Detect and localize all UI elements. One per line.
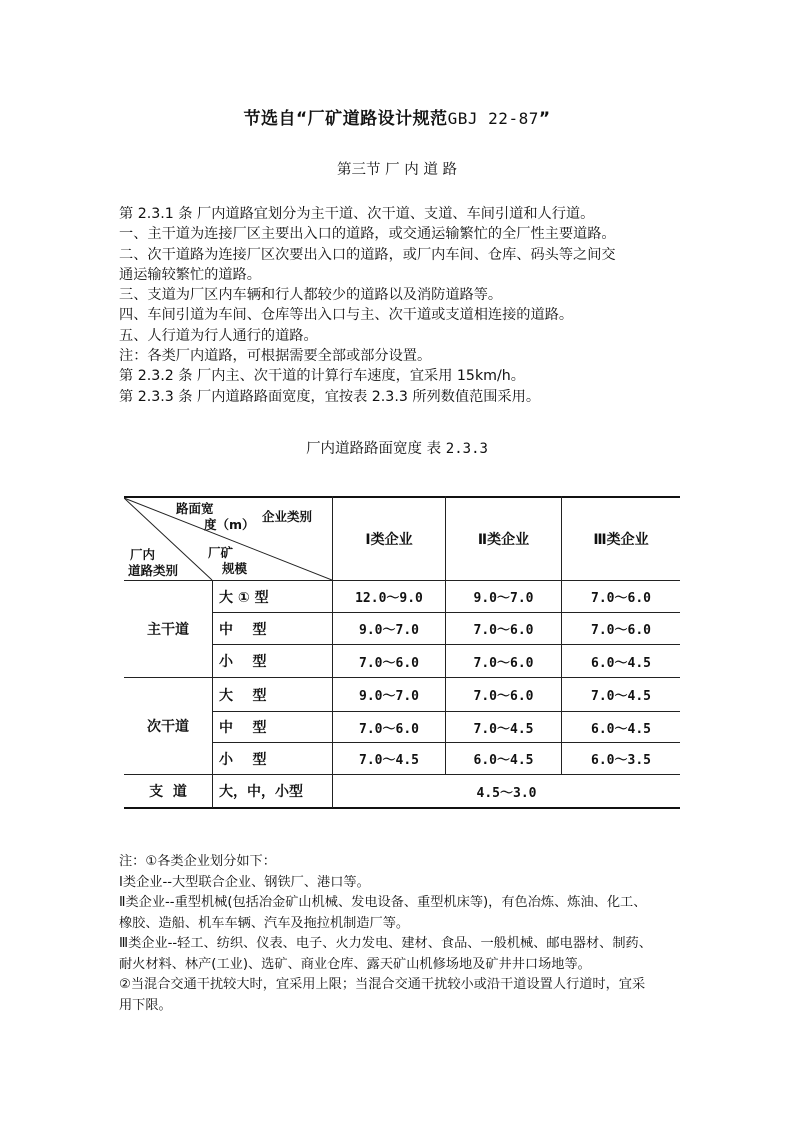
scale-label: 小 型 <box>219 654 267 670</box>
corner-road-line1: 厂内 <box>130 547 156 562</box>
paragraph: 二、次干道路为连接厂区次要出入口的道路，或厂内车间、仓库、码头等之间交 <box>119 246 616 263</box>
scale-label: 中 型 <box>219 621 267 638</box>
table-cell: 7.0～6.0 <box>591 623 651 638</box>
paragraph: 三、支道为厂区内车辆和行人都较少的道路以及消防道路等。 <box>119 287 503 304</box>
document-title <box>0 104 794 129</box>
scale-label: 大，中，小型 <box>219 784 303 800</box>
table-cell: 9.0～7.0 <box>473 591 534 606</box>
table-cell: 9.0～7.0 <box>359 623 419 638</box>
paragraph: 四、车间引道为车间、仓库等出入口与主、次干道或支道相连接的道路。 <box>119 307 574 324</box>
title-code: GBJ 22-87 <box>447 109 539 128</box>
table-cell: 7.0～6.0 <box>359 655 419 671</box>
table-cell: 7.0～6.0 <box>359 721 419 737</box>
note-line: ②当混合交通干扰较大时，宜采用上限；当混合交通干扰较小或沿干道设置人行道时，宜采 <box>119 977 646 992</box>
table-cell: 7.0～4.5 <box>591 689 651 704</box>
header-class-3: Ⅲ类企业 <box>593 532 649 548</box>
note-line: 注：①各类企业划分如下： <box>119 854 276 869</box>
body-paragraphs <box>119 204 689 407</box>
table-cell: 7.0～6.0 <box>473 689 534 704</box>
paragraph: 注：各类厂内道路，可根据需要全部或部分设置。 <box>119 348 432 365</box>
paragraph: 一、主干道为连接厂区主要出入口的道路，或交通运输繁忙的全厂性主要道路。 <box>119 226 616 243</box>
table-cell: 6.0～3.5 <box>591 753 651 768</box>
scale-label: 小 型 <box>219 751 267 768</box>
group-main-road: 主干道 <box>147 622 189 638</box>
table-cell: 6.0～4.5 <box>473 753 534 768</box>
table-notes <box>119 852 689 1016</box>
paragraph: 第 2.3.2 条 厂内主、次干道的计算行车速度，宜采用 15km/h。 <box>119 368 525 385</box>
table-caption-number: 2.3.3 <box>445 441 488 457</box>
note-line: Ⅰ类企业--大型联合企业、钢铁厂、港口等。 <box>119 874 370 890</box>
paragraph: 通运输较繁忙的道路。 <box>119 266 261 283</box>
table-cell: 7.0～6.0 <box>473 623 534 638</box>
table-cell: 7.0～6.0 <box>591 591 651 606</box>
corner-enterprise-label: 企业类别 <box>262 509 313 524</box>
note-line: 耐火材料、林产(工业)、选矿、商业仓库、露天矿山机修场地及矿井井口场地等。 <box>119 956 591 972</box>
corner-width-line1: 路面宽 <box>176 501 214 516</box>
corner-road-line2: 道路类别 <box>128 563 179 578</box>
title-close-quote: ” <box>538 109 551 129</box>
table-cell: 6.0～4.5 <box>591 655 651 671</box>
corner-scale-line2: 规模 <box>222 561 248 576</box>
table-cell: 12.0～9.0 <box>355 591 423 606</box>
group-branch-road: 支 道 <box>149 784 187 800</box>
scale-label: 大 ① 型 <box>219 589 269 606</box>
group-secondary-road: 次干道 <box>147 719 189 735</box>
table-cell-merged: 4.5～3.0 <box>476 785 537 801</box>
table-cell: 6.0～4.5 <box>591 721 651 737</box>
note-line: Ⅱ类企业--重型机械(包括冶金矿山机械、发电设备、重型机床等)，有色冶炼、炼油、化工、 <box>119 895 647 910</box>
table-cell: 7.0～6.0 <box>473 655 534 671</box>
note-line: 用下限。 <box>119 997 172 1013</box>
paragraph: 第 2.3.3 条 厂内道路路面宽度，宜按表 2.3.3 所列数值范围采用。 <box>119 388 541 405</box>
header-class-1: Ⅰ类企业 <box>365 532 413 548</box>
paragraph: 第 2.3.1 条 厂内道路宜划分为主干道、次干道、支道、车间引道和人行道。 <box>119 206 595 222</box>
table-caption-text: 厂内道路路面宽度 表 <box>306 441 442 457</box>
scale-label: 中 型 <box>219 720 267 736</box>
note-line: 橡胶、造船、机车车辆、汽车及拖拉机制造厂等。 <box>119 915 410 931</box>
corner-width-line2: 度（m） <box>204 517 255 532</box>
paragraph: 五、人行道为行人通行的道路。 <box>119 327 318 344</box>
note-line: Ⅲ类企业--轻工、纺织、仪表、电子、火力发电、建材、食品、一般机械、邮电器材、制药、 <box>119 936 652 951</box>
table-cell: 9.0～7.0 <box>359 689 419 704</box>
table-bottom-border <box>124 807 680 809</box>
table-cell: 7.0～4.5 <box>473 721 534 737</box>
title-text: 节选自“厂矿道路设计规范 <box>243 109 448 129</box>
corner-scale-line1: 厂矿 <box>208 545 234 560</box>
table-cell: 7.0～4.5 <box>359 753 419 768</box>
section-title: 第三节 厂 内 道 路 <box>337 162 457 178</box>
road-width-table <box>124 496 680 810</box>
scale-label: 大 型 <box>219 687 267 704</box>
table-caption <box>0 437 794 458</box>
header-class-2: Ⅱ类企业 <box>477 532 530 548</box>
